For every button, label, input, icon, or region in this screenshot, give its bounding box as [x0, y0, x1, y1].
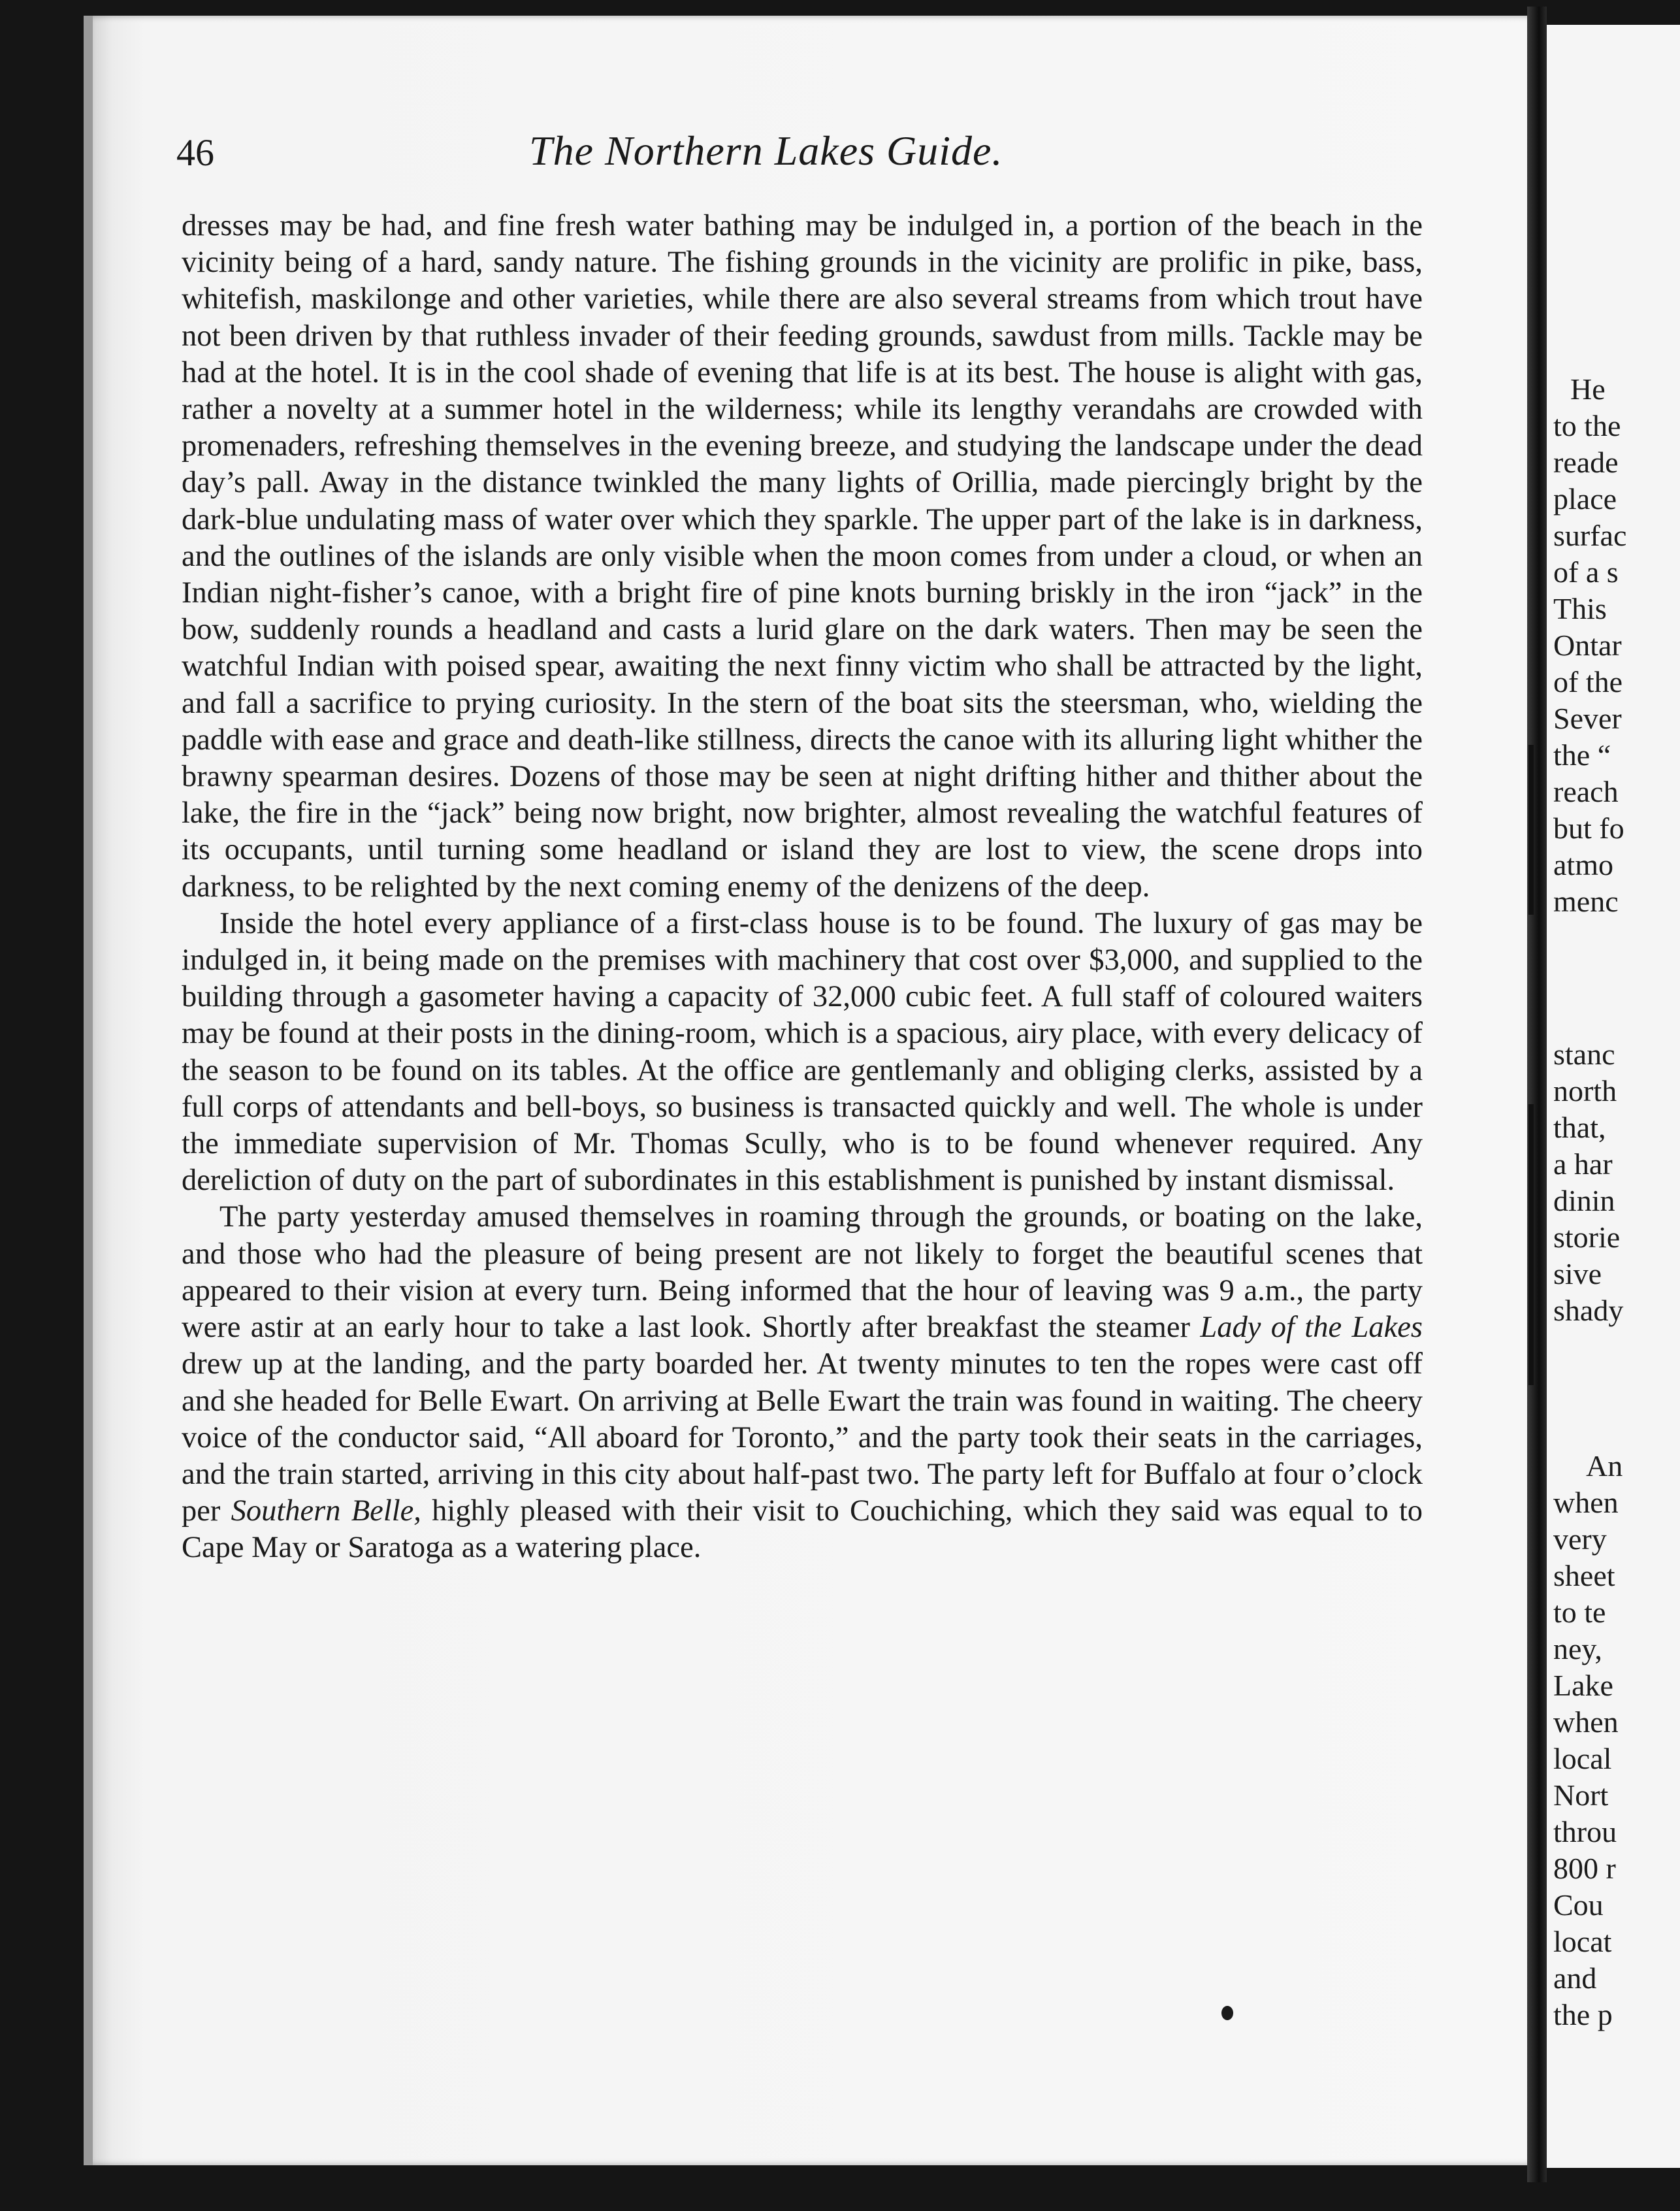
page-header: [176, 118, 1450, 189]
bleed-through-mark: [1528, 1104, 1534, 1385]
facing-line: Sever: [1553, 702, 1622, 735]
facing-line: reach: [1553, 775, 1619, 808]
facing-page-block-3: [1553, 1448, 1623, 2033]
facing-line: 800 r: [1553, 1852, 1616, 1885]
paragraph-3-part-b: drew up at the landing, and the party boarded her. At twenty minutes to ten the ropes were cast off and she headed for Belle Ewart. On arriving at Belle Ewart the train was found in waiting. The cheery voice of the conductor said, “All aboard for Toronto,” and the party took their seats in the carriages, and the train started, arriving in this city about half-past two. The party left for Buffalo at four o’clock per: [182, 1347, 1423, 1528]
ink-spot: [1221, 2006, 1233, 2020]
facing-line: sive: [1553, 1257, 1602, 1290]
facing-line: An: [1586, 1449, 1623, 1482]
facing-line: when: [1553, 1705, 1619, 1739]
body-text: [182, 208, 1423, 1567]
facing-line: Ontar: [1553, 629, 1622, 662]
facing-line: place: [1553, 482, 1617, 516]
facing-line: surfac: [1553, 519, 1627, 552]
facing-page-block-2: [1553, 1036, 1623, 1329]
facing-line: to te: [1553, 1596, 1606, 1629]
bleed-through-mark: [1528, 745, 1534, 915]
facing-line: a har: [1553, 1147, 1613, 1181]
facing-line: when: [1553, 1486, 1619, 1519]
ship-name-southern-belle: Southern Belle,: [231, 1494, 421, 1528]
book-gutter: [1527, 7, 1547, 2182]
facing-line: atmo: [1553, 848, 1613, 881]
facing-line: of the: [1553, 665, 1623, 698]
facing-line: stanc: [1553, 1038, 1615, 1071]
paragraph-3: [182, 1199, 1423, 1566]
facing-line: This: [1553, 592, 1607, 625]
facing-line: Nort: [1553, 1778, 1609, 1812]
facing-line: local: [1553, 1742, 1612, 1775]
paragraph-3-part-a: The party yesterday amused themselves in roaming through the grounds, or boating on the lake, and those who had the pleasure of being present are not likely to forget the beautiful scenes that appeared to their vision at every turn. Being informed that the hour of leaving was 9 a.m., the party were astir at an early hour to take a last look. Shortly after breakfast the steamer: [182, 1200, 1423, 1345]
facing-line: dinin: [1553, 1184, 1615, 1217]
facing-line: sheet: [1553, 1559, 1615, 1592]
page-number: 46: [176, 131, 214, 174]
facing-page-block-1: [1553, 371, 1626, 920]
facing-line: ney,: [1553, 1632, 1602, 1665]
facing-line: storie: [1553, 1220, 1621, 1254]
paragraph-2: Inside the hotel every appliance of a first-class house is to be found. The luxury of gas may be indulged in, it being made on the premises with machinery that cost over $3,000, and supplied to the building through a gasometer having a capacity of 32,000 cubic feet. A full staff of coloured waiters may be found at their posts in the dining-room, which is a spacious, airy place, with every delicacy of the season to be found on its tables. At the office are gentlemanly and obliging clerks, assisted by a full corps of attendants and bell-boys, so business is transacted quickly and well. The whole is under the immediate supervision of Mr. Thomas Scully, who is to be found whenever required. Any dereliction of duty on the part of subordinates in this establishment is punished by instant dismissal.: [182, 906, 1423, 1198]
facing-line: north: [1553, 1074, 1617, 1107]
paragraph-1: dresses may be had, and fine fresh water bathing may be indulged in, a portion of the beach in the vicinity being of a hard, sandy nature. The fishing grounds in the vicinity are prolific in pike, bass, whitefish, maskilonge and other varieties, while there are also several streams from which trout have not been driven by that ruthless invader of their feeding grounds, sawdust from mills. Tackle may be had at the hotel. It is in the cool shade of evening that life is at its best. The house is alight with gas, rather a novelty at a summer hotel in the wilderness; while its lengthy verandahs are crowded with promenaders, refreshing themselves in the evening breeze, and studying the landscape under the dead day’s pall. Away in the distance twinkled the many lights of Orillia, made piercingly bright by the dark-blue undulating mass of water over which they sparkle. The upper part of the lake is in darkness, and the outlines of the islands are only visible when the moon comes from under a cloud, or when an Indian night-fisher’s canoe, with a bright fire of pine knots burning briskly in the iron “jack” in the bow, suddenly rounds a headland and casts a lurid glare on the dark waters. Then may be seen the watchful Indian with poised spear, awaiting the next finny victim who shall be attracted by the light, and fall a sacrifice to prying curiosity. In the stern of the boat sits the steersman, who, wielding the paddle with ease and grace and death-like stillness, directs the canoe with its alluring light whither the brawny spearman desires. Dozens of those may be seen at night drifting hither and thither about the lake, the fire in the “jack” being now bright, now brighter, almost revealing the watchful features of its occupants, until turning some headland or island they are lost to view, the scene drops into darkness, to be relighted by the next coming enemy of the denizens of the deep.: [182, 209, 1423, 904]
facing-page: [1547, 25, 1680, 2168]
facing-line: menc: [1553, 885, 1619, 918]
facing-line: throu: [1553, 1815, 1617, 1848]
facing-line: reade: [1553, 446, 1619, 479]
facing-line: but fo: [1553, 811, 1624, 845]
facing-line: and: [1553, 1961, 1597, 1995]
facing-line: shady: [1553, 1294, 1624, 1327]
facing-line: to the: [1553, 409, 1621, 442]
facing-line: He: [1570, 372, 1606, 406]
paragraph-3-part-c: highly pleased with their visit to Couchiching, which they said was equal to to Cape May or Saratoga as a watering place.: [182, 1494, 1423, 1565]
facing-line: locat: [1553, 1925, 1612, 1958]
facing-line: Cou: [1553, 1888, 1604, 1922]
facing-line: of a s: [1553, 555, 1619, 589]
facing-line: Lake: [1553, 1669, 1613, 1702]
ship-name-lady-of-the-lakes: Lady of the Lakes: [1200, 1311, 1423, 1345]
facing-line: very: [1553, 1522, 1607, 1556]
facing-line: that,: [1553, 1111, 1606, 1144]
facing-line: the p: [1553, 1998, 1613, 2031]
facing-line: the “: [1553, 738, 1611, 772]
running-title: The Northern Lakes Guide.: [529, 127, 1003, 174]
